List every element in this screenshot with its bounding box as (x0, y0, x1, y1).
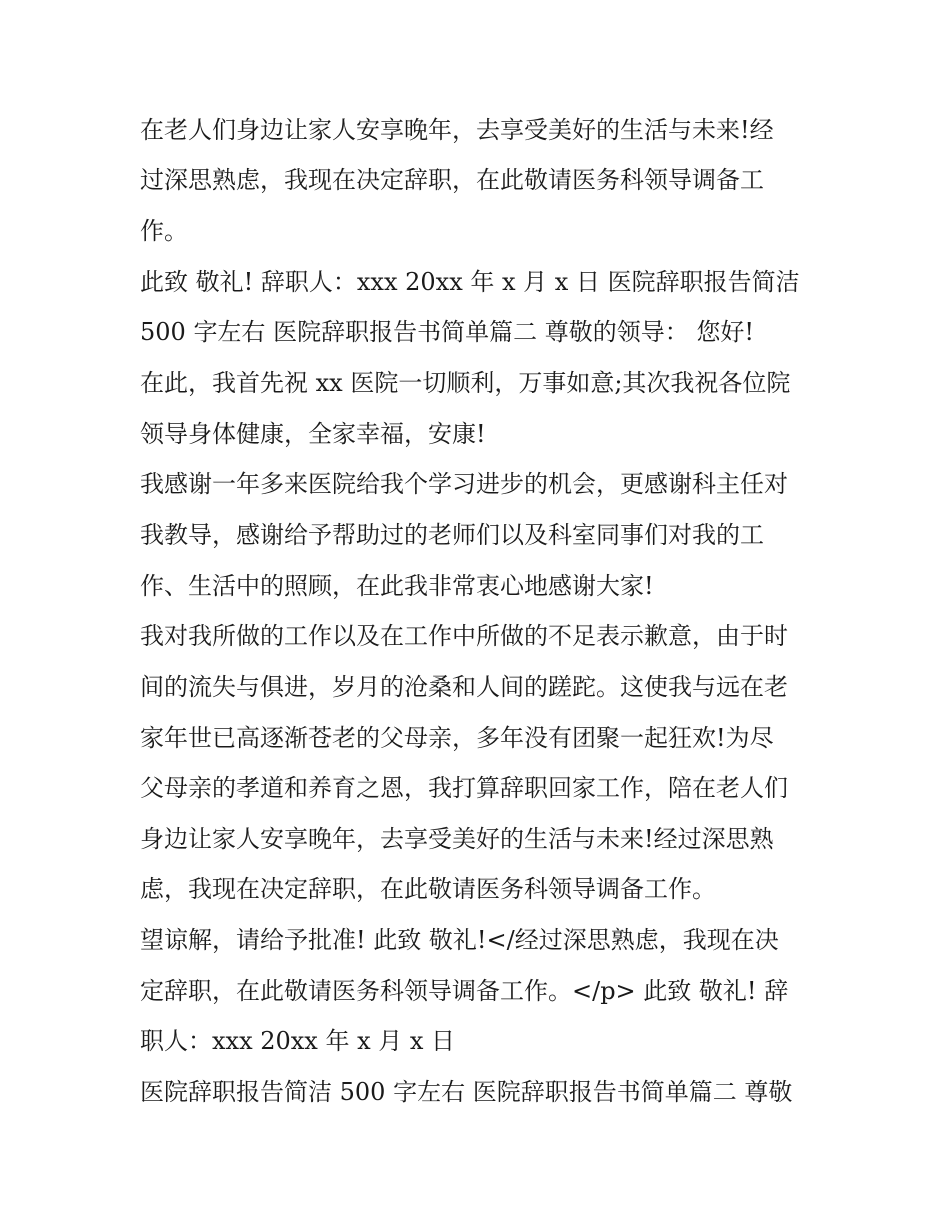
text-line: 过深思熟虑，我现在决定辞职，在此敬请医务科领导调备工 (140, 166, 764, 194)
text-line: 作。 (140, 217, 188, 245)
text-line: 在老人们身边让家人安享晚年，去享受美好的生活与未来!经 (140, 116, 774, 144)
text-line: 身边让家人安享晚年，去享受美好的生活与未来!经过深思熟 (140, 825, 774, 853)
text-line: 作、生活中的照顾，在此我非常衷心地感谢大家! (140, 572, 654, 600)
text-line: 领导身体健康，全家幸福，安康! (140, 420, 486, 448)
text-line: 职人：xxx 20xx 年 x 月 x 日 (140, 1027, 456, 1055)
text-line: 医院辞职报告简洁 500 字左右 医院辞职报告书简单篇二 尊敬 (140, 1078, 793, 1106)
text-line: 父母亲的孝道和养育之恩，我打算辞职回家工作，陪在老人们 (140, 774, 788, 802)
text-line: 此致 敬礼! 辞职人：xxx 20xx 年 x 月 x 日 医院辞职报告简洁 (140, 268, 800, 296)
text-line: 我感谢一年多来医院给我个学习进步的机会，更感谢科主任对 (140, 470, 788, 498)
text-line: 望谅解，请给予批准! 此致 敬礼!</经过深思熟虑，我现在决 (140, 926, 779, 954)
text-line: 家年世已高逐渐苍老的父母亲，多年没有团聚一起狂欢!为尽 (140, 724, 774, 752)
text-line: 虑，我现在决定辞职，在此敬请医务科领导调备工作。 (140, 875, 716, 903)
text-line: 我教导，感谢给予帮助过的老师们以及科室同事们对我的工 (140, 521, 764, 549)
text-line: 500 字左右 医院辞职报告书简单篇二 尊敬的领导： 您好! (140, 318, 754, 346)
text-line: 在此，我首先祝 xx 医院一切顺利，万事如意;其次我祝各位院 (140, 369, 791, 397)
text-line: 定辞职，在此敬请医务科领导调备工作。</p> 此致 敬礼! 辞 (140, 977, 789, 1005)
text-line: 间的流失与俱进，岁月的沧桑和人间的蹉跎。这使我与远在老 (140, 673, 788, 701)
text-line: 我对我所做的工作以及在工作中所做的不足表示歉意，由于时 (140, 622, 788, 650)
